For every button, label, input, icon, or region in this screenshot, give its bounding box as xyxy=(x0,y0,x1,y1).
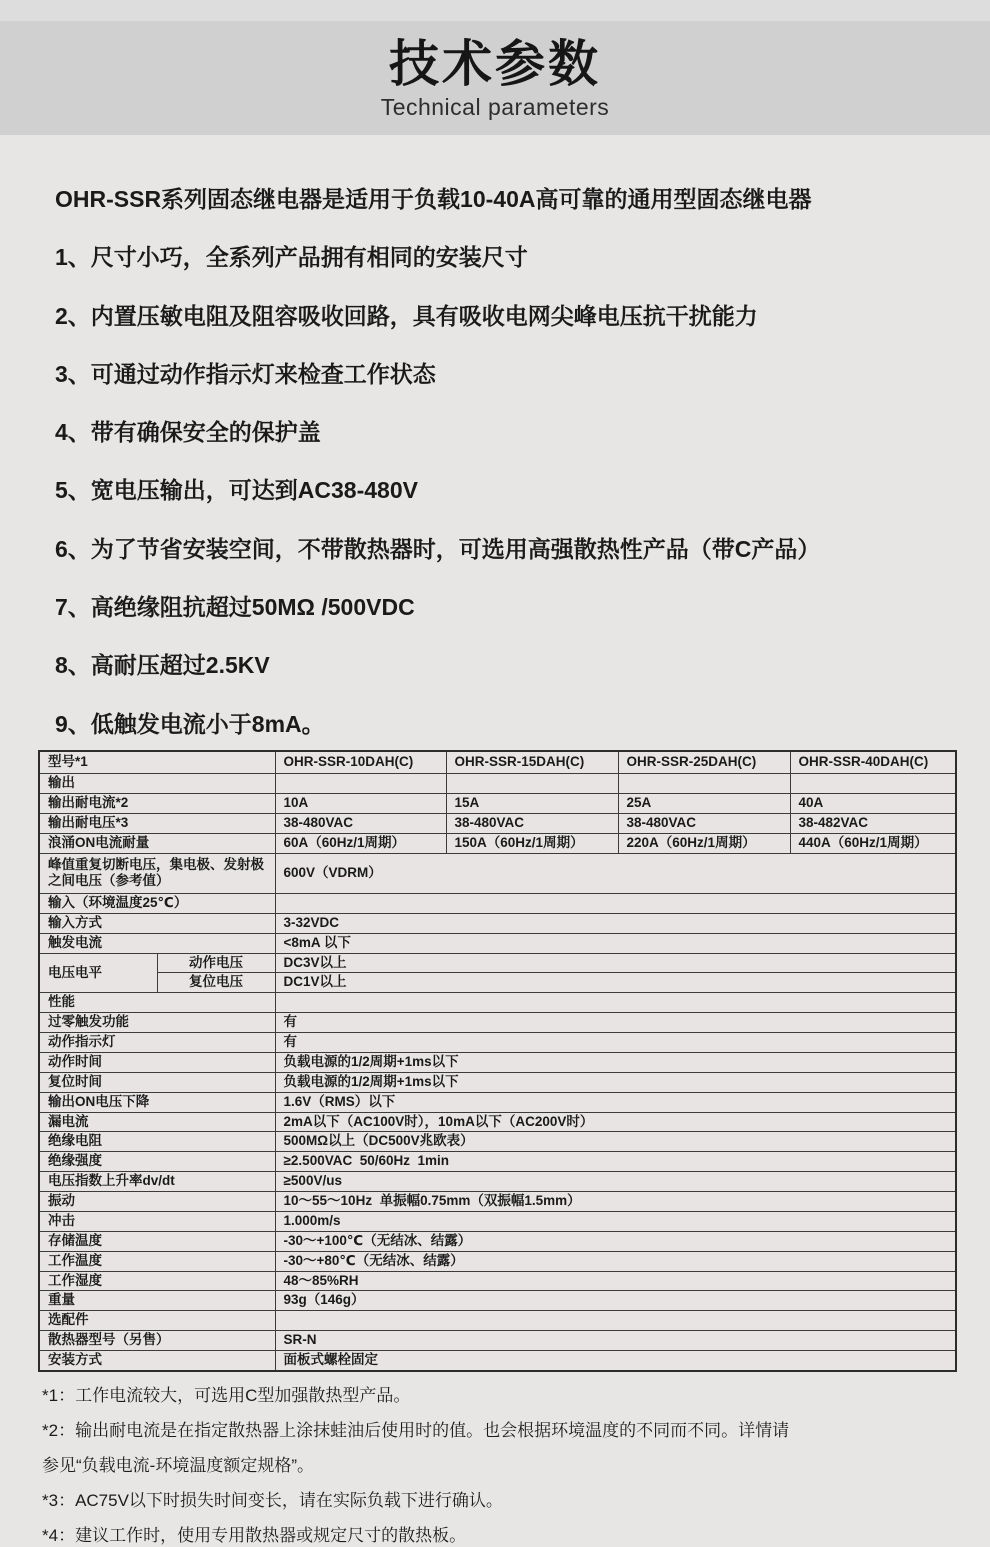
value-cell: 3-32VDC xyxy=(275,913,956,933)
row-label: 动作指示灯 xyxy=(39,1033,275,1053)
value-cell: 150A（60Hz/1周期） xyxy=(446,834,618,854)
value-cell: 25A xyxy=(618,794,790,814)
empty-cell xyxy=(275,1311,956,1331)
value-cell: 负载电源的1/2周期+1ms以下 xyxy=(275,1072,956,1092)
table-row xyxy=(39,1112,956,1132)
table-row xyxy=(39,834,956,854)
footnotes xyxy=(42,1385,960,1547)
row-label: 浪涌ON电流耐量 xyxy=(39,834,275,854)
value-cell: 40A xyxy=(790,794,956,814)
feature-item: 4、带有确保安全的保护盖 xyxy=(55,419,321,446)
model-header-cell: OHR-SSR-40DAH(C) xyxy=(790,751,956,774)
row-label: 过零触发功能 xyxy=(39,1013,275,1033)
feature-item: 7、高绝缘阻抗超过50MΩ /500VDC xyxy=(55,594,415,621)
footnote-line: *3：AC75V以下时损失时间变长，请在实际负载下进行确认。 xyxy=(42,1491,503,1511)
value-cell: 38-480VAC xyxy=(275,814,446,834)
row-label: 复位时间 xyxy=(39,1072,275,1092)
value-cell: 负载电源的1/2周期+1ms以下 xyxy=(275,1052,956,1072)
spec-table-body xyxy=(39,751,956,1371)
row-sublabel: 动作电压 xyxy=(157,953,275,973)
value-cell: 15A xyxy=(446,794,618,814)
value-cell: <8mA 以下 xyxy=(275,933,956,953)
table-row xyxy=(39,1033,956,1053)
empty-cell xyxy=(275,893,956,913)
table-row xyxy=(39,1192,956,1212)
feature-item: 9、低触发电流小于8mA。 xyxy=(55,710,325,737)
value-cell: 1.000m/s xyxy=(275,1211,956,1231)
page-subtitle: Technical parameters xyxy=(380,94,610,120)
table-row xyxy=(39,993,956,1013)
value-cell: 10A xyxy=(275,794,446,814)
row-label: 安装方式 xyxy=(39,1351,275,1371)
table-row xyxy=(39,814,956,834)
table-row xyxy=(39,1251,956,1271)
value-cell: 有 xyxy=(275,1033,956,1053)
table-row xyxy=(39,1291,956,1311)
empty-cell xyxy=(275,993,956,1013)
value-cell: DC1V以上 xyxy=(275,973,956,993)
table-row xyxy=(39,1311,956,1331)
row-label: 峰值重复切断电压，集电极、发射极之间电压（参考值） xyxy=(39,853,275,893)
table-row xyxy=(39,1331,956,1351)
feature-list xyxy=(0,245,990,737)
value-cell: 有 xyxy=(275,1013,956,1033)
table-row xyxy=(39,953,956,973)
table-row xyxy=(39,1132,956,1152)
section-label: 输出 xyxy=(39,774,275,794)
value-cell: 10～55～10Hz 单振幅0.75mm（双振幅1.5mm） xyxy=(275,1192,956,1212)
row-label: 重量 xyxy=(39,1291,275,1311)
row-label: 电压电平 xyxy=(39,953,157,993)
table-row xyxy=(39,893,956,913)
row-label: 绝缘电阻 xyxy=(39,1132,275,1152)
value-cell: 48～85%RH xyxy=(275,1271,956,1291)
footnote-line: 参见“负载电流-环境温度额定规格”。 xyxy=(42,1456,314,1476)
table-row xyxy=(39,1231,956,1251)
section-label: 性能 xyxy=(39,993,275,1013)
table-row xyxy=(39,1172,956,1192)
value-cell: 93g（146g） xyxy=(275,1291,956,1311)
value-cell: 38-480VAC xyxy=(618,814,790,834)
feature-item: 1、尺寸小巧，全系列产品拥有相同的安装尺寸 xyxy=(55,244,528,271)
value-cell: 1.6V（RMS）以下 xyxy=(275,1092,956,1112)
row-label: 输出耐电流*2 xyxy=(39,794,275,814)
value-cell: ≥500V/us xyxy=(275,1172,956,1192)
row-sublabel: 复位电压 xyxy=(157,973,275,993)
model-header-cell: OHR-SSR-25DAH(C) xyxy=(618,751,790,774)
empty-cell xyxy=(790,774,956,794)
empty-cell xyxy=(446,774,618,794)
value-cell: 500MΩ以上（DC500V兆欧表） xyxy=(275,1132,956,1152)
feature-item: 6、为了节省安装空间，不带散热器时，可选用高强散热性产品（带C产品） xyxy=(55,535,821,562)
table-row xyxy=(39,973,956,993)
row-label: 散热器型号（另售） xyxy=(39,1331,275,1351)
feature-item: 3、可通过动作指示灯来检查工作状态 xyxy=(55,360,436,387)
value-cell: 440A（60Hz/1周期） xyxy=(790,834,956,854)
value-cell: 600V（VDRM） xyxy=(275,853,956,893)
feature-item: 8、高耐压超过2.5KV xyxy=(55,652,270,679)
model-header-cell: OHR-SSR-15DAH(C) xyxy=(446,751,618,774)
value-cell: 220A（60Hz/1周期） xyxy=(618,834,790,854)
section-label: 选配件 xyxy=(39,1311,275,1331)
row-label: 冲击 xyxy=(39,1211,275,1231)
table-row xyxy=(39,774,956,794)
empty-cell xyxy=(275,774,446,794)
value-cell: 60A（60Hz/1周期） xyxy=(275,834,446,854)
empty-cell xyxy=(618,774,790,794)
value-cell: -30～+80℃（无结冰、结露） xyxy=(275,1251,956,1271)
table-row xyxy=(39,1152,956,1172)
table-row xyxy=(39,1092,956,1112)
value-cell: -30～+100℃（无结冰、结露） xyxy=(275,1231,956,1251)
table-row xyxy=(39,1052,956,1072)
row-label: 输出ON电压下降 xyxy=(39,1092,275,1112)
table-row xyxy=(39,1072,956,1092)
value-cell: 面板式螺栓固定 xyxy=(275,1351,956,1371)
table-row xyxy=(39,1013,956,1033)
row-label: 输入方式 xyxy=(39,913,275,933)
table-row xyxy=(39,794,956,814)
intro-text: OHR-SSR系列固态继电器是适用于负载10-40A高可靠的通用型固态继电器 xyxy=(55,186,812,212)
row-label: 型号*1 xyxy=(39,751,275,774)
top-strip xyxy=(0,0,990,21)
value-cell: DC3V以上 xyxy=(275,953,956,973)
feature-item: 2、内置压敏电阻及阻容吸收回路，具有吸收电网尖峰电压抗干扰能力 xyxy=(55,302,758,329)
row-label: 振动 xyxy=(39,1192,275,1212)
row-label: 工作湿度 xyxy=(39,1271,275,1291)
row-label: 漏电流 xyxy=(39,1112,275,1132)
table-row xyxy=(39,913,956,933)
table-row xyxy=(39,1351,956,1371)
row-label: 工作温度 xyxy=(39,1251,275,1271)
title-band xyxy=(0,21,990,135)
table-row xyxy=(39,1271,956,1291)
row-label: 动作时间 xyxy=(39,1052,275,1072)
table-row xyxy=(39,933,956,953)
spec-table xyxy=(38,750,957,1372)
section-label: 输入（环境温度25℃） xyxy=(39,893,275,913)
row-label: 触发电流 xyxy=(39,933,275,953)
row-label: 绝缘强度 xyxy=(39,1152,275,1172)
footnote-line: *4：建议工作时，使用专用散热器或规定尺寸的散热板。 xyxy=(42,1526,467,1546)
value-cell: SR-N xyxy=(275,1331,956,1351)
row-label: 电压指数上升率dv/dt xyxy=(39,1172,275,1192)
model-header-cell: OHR-SSR-10DAH(C) xyxy=(275,751,446,774)
value-cell: 2mA以下（AC100V时），10mA以下（AC200V时） xyxy=(275,1112,956,1132)
row-label: 输出耐电压*3 xyxy=(39,814,275,834)
value-cell: ≥2.500VAC 50/60Hz 1min xyxy=(275,1152,956,1172)
table-row xyxy=(39,1211,956,1231)
feature-item: 5、宽电压输出，可达到AC38-480V xyxy=(55,477,418,504)
table-row xyxy=(39,853,956,893)
table-row xyxy=(39,751,956,774)
page-title: 技术参数 xyxy=(389,36,601,92)
value-cell: 38-482VAC xyxy=(790,814,956,834)
footnote-line: *2：输出耐电流是在指定散热器上涂抹蛙油后使用时的值。也会根据环境温度的不同而不同。详情请 xyxy=(42,1421,790,1441)
footnote-line: *1：工作电流较大，可选用C型加强散热型产品。 xyxy=(42,1385,411,1405)
row-label: 存储温度 xyxy=(39,1231,275,1251)
value-cell: 38-480VAC xyxy=(446,814,618,834)
